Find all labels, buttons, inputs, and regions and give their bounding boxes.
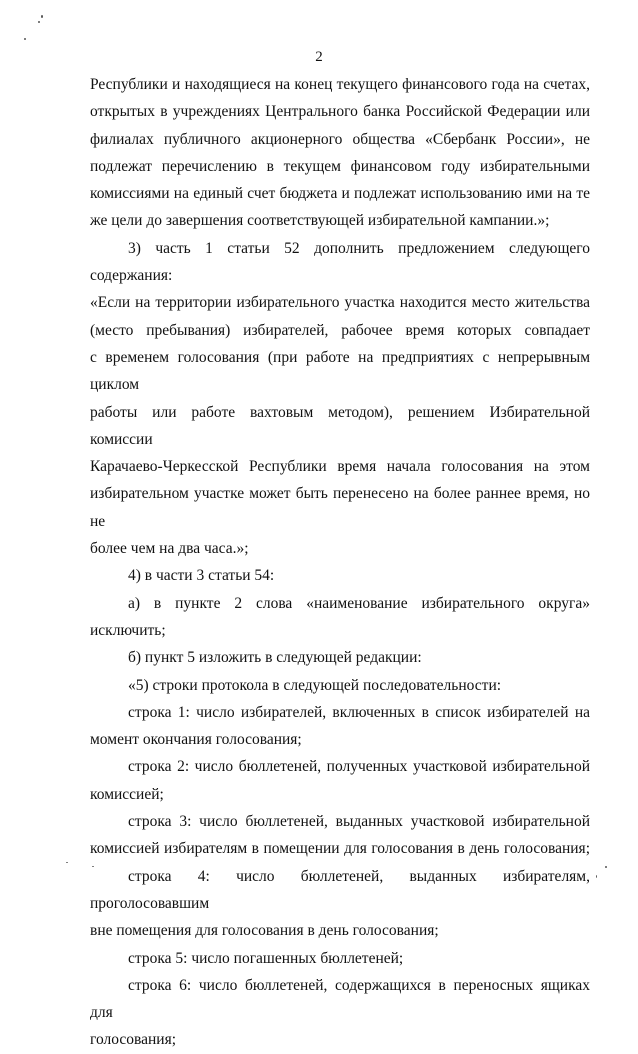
text-line: Карачаево-Черкесской Республики время начала голосования на этом [90, 458, 590, 476]
text-line: избирательном участке может быть перенесено на более раннее время, но не [90, 485, 590, 530]
text-line: филиалах публичного акционерного общества «Сбербанк России», не [90, 130, 590, 148]
text-line: строка 6: число бюллетеней, содержащихся в переносных ящиках для [90, 976, 590, 1022]
text-line: голосования; [90, 1031, 177, 1049]
text-line: (место пребывания) избирателей, рабочее время которых совпадает [90, 321, 590, 339]
text-line: строка 1: число избирателей, включенных в список избирателей на [128, 703, 590, 721]
text-line: вне помещения для голосования в день голосования; [90, 922, 439, 940]
text-line: открытых в учреждениях Центрального банка Российской Федерации или [90, 103, 590, 121]
scan-speck [605, 866, 607, 868]
text-line: строка 2: число бюллетеней, полученных участковой избирательной [128, 758, 590, 776]
text-line: строка 3: число бюллетеней, выданных участковой избирательной [128, 813, 590, 831]
text-line: Республики и находящиеся на конец текущего финансового года на счетах, [90, 76, 590, 93]
text-line: работы или работе вахтовым методом), решением Избирательной комиссии [90, 403, 590, 448]
text-line: 3) часть 1 статьи 52 дополнить предложением следующего содержания: [90, 239, 590, 285]
scan-speck [41, 15, 43, 18]
text-line: комиссией; [90, 785, 164, 803]
page-number: 2 [315, 49, 323, 65]
scan-speck [38, 21, 40, 23]
text-line: «5) строки протокола в следующей последовательности: [128, 676, 502, 694]
text-line: 4) в части 3 статьи 54: [128, 567, 275, 585]
text-line: а) в пункте 2 слова «наименование избирательного округа» исключить; [90, 594, 590, 639]
text-line: комиссией избирателям в помещении для голосования в день голосования; [90, 840, 590, 858]
text-line: б) пункт 5 изложить в следующей редакции: [128, 649, 422, 667]
text-line: комиссиями на единый счет бюджета и подлежат использованию ими на те [90, 185, 590, 203]
document-body [90, 71, 590, 1054]
text-line: строка 4: число бюллетеней, выданных избирателям, проголосовавшим [90, 867, 590, 912]
text-line: момент окончания голосования; [90, 731, 302, 749]
text-line: подлежат перечислению в текущем финансовом году избирательными [90, 157, 590, 175]
text-line: «Если на территории избирательного участка находится место жительства [90, 294, 590, 312]
text-line: более чем на два часа.»; [90, 540, 249, 558]
text-line: с временем голосования (при работе на предприятиях с непрерывным циклом [90, 348, 590, 394]
scan-speck [66, 862, 68, 863]
scan-speck [596, 875, 597, 878]
text-line: же цели до завершения соответствующей избирательной кампании.»; [90, 212, 550, 230]
scan-speck [24, 38, 26, 40]
text-line: строка 5: число погашенных бюллетеней; [128, 949, 404, 967]
scan-speck [92, 866, 94, 867]
